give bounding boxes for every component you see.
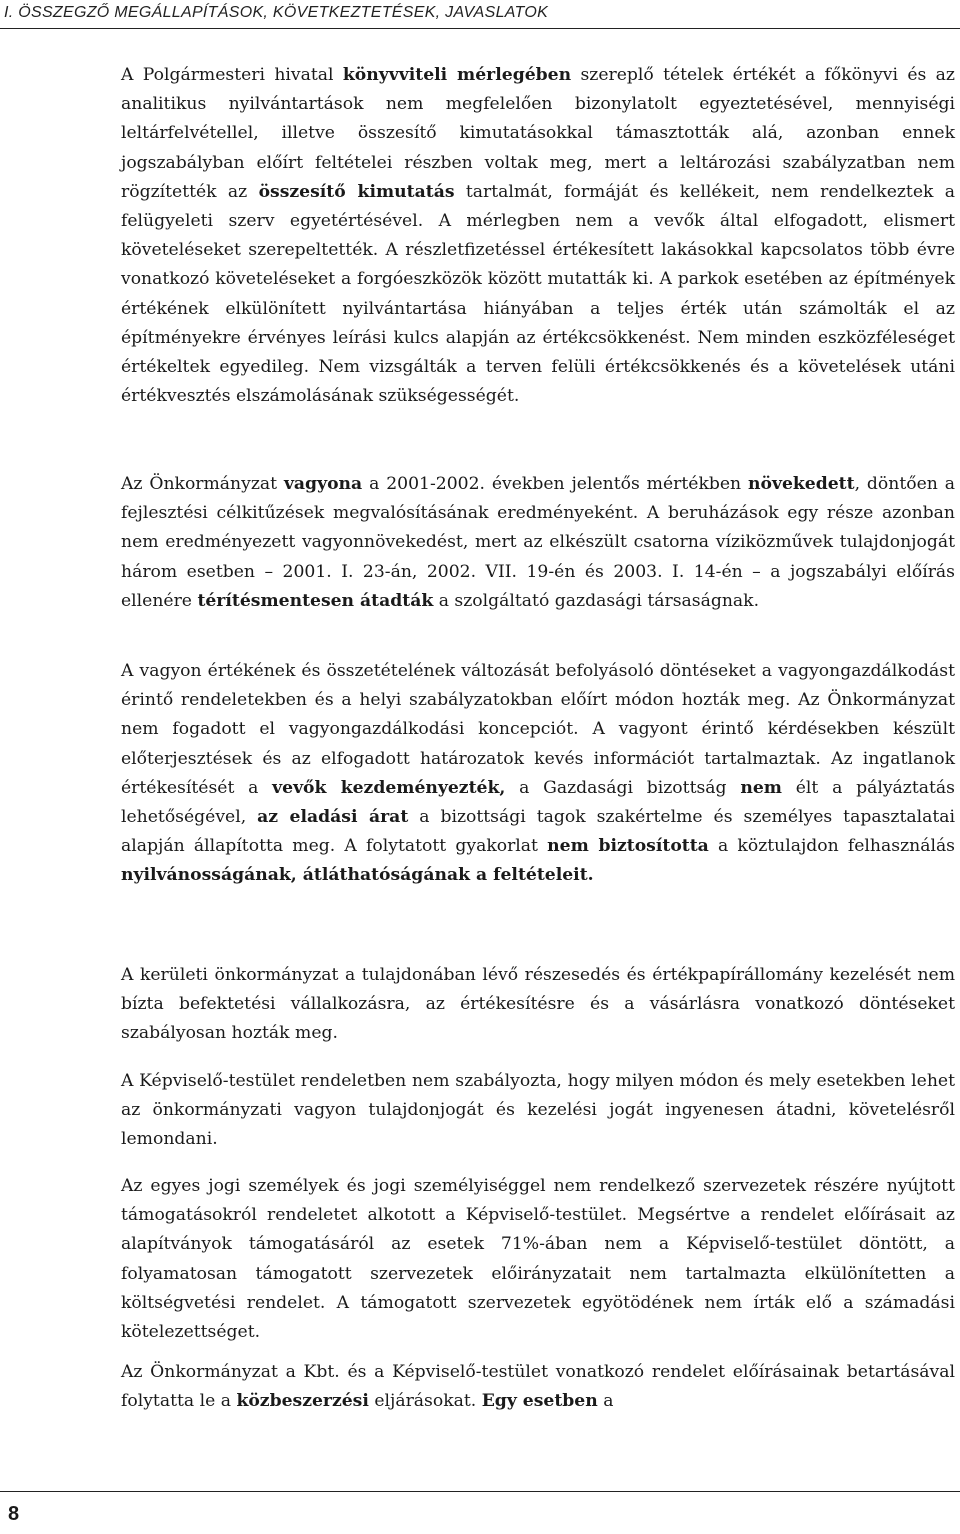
text-run: Az Önkormányzat a Kbt. és a Képviselő-testület vonatkozó rendelet előírásainak betartásával folytatta le a [121, 1362, 955, 1412]
text-run: a köztulajdon felhasználás [708, 836, 956, 857]
bold-text: összesítő kimutatás [258, 181, 455, 202]
bold-text: az eladási árat [257, 807, 409, 828]
bold-text: közbeszerzési [236, 1391, 369, 1412]
text-run: , döntően a fejlesztési célkitűzések megvalósításának eredményeként. A beruházások egy része azonban nem eredményezett vagyonnövekedést, mert az elkészült csatorna víziközművek tulajdonjogát három esetben – 2001. I. 23-án, 2002. VII. 19-én és 2003. I. 14-én – a jogszabályi előírás ellenére [121, 474, 955, 611]
bold-text: térítésmentesen átadták [197, 590, 434, 611]
text-run: a szolgáltató gazdasági társaságnak. [433, 590, 760, 611]
chapter-title: I. ÖSSZEGZŐ MEGÁLLAPÍTÁSOK, KÖVETKEZTETÉSEK, JAVASLATOK [4, 4, 549, 21]
text-run: a [597, 1391, 614, 1412]
text-run: eljárásokat. [368, 1391, 482, 1412]
text-run: A kerületi önkormányzat a tulajdonában lévő részesedés és értékpapírállomány kezelését nem bízta befektetési vállalkozásra, az értékesítésre és a vásárlásra vonatkozó döntéseket szabályosan hozták meg. [121, 965, 955, 1044]
paragraph-assets [121, 470, 955, 616]
bold-text: nyilvánosságának, átláthatóságának a feltételeit. [121, 865, 594, 886]
footer-divider [0, 1491, 960, 1492]
bold-text: nem biztosította [547, 836, 709, 857]
bold-text: vagyona [283, 474, 363, 494]
text-run: A vagyon értékének és összetételének változását befolyásoló döntéseket a vagyongazdálkodást érintő rendeletekben és a helyi szabályzatokban előírt módon hozták meg. Az Önkormányzat nem fogadott el vagyongazdálkodási koncepciót. A vagyont érintő kérdésekben készült előterjesztések és az elfogadott határozatok kevés információt tartalmaztak. Az ingatlanok értékesítését a [121, 661, 955, 798]
paragraph-securities [121, 961, 955, 1049]
paragraph-procurement [121, 1358, 955, 1416]
text-run: A Polgármesteri hivatal [121, 65, 343, 85]
paragraph-free-transfer [121, 1067, 955, 1155]
page-number: 8 [8, 1503, 20, 1525]
page-header [0, 0, 960, 30]
bold-text: könyvviteli mérlegében [342, 65, 572, 85]
paragraph-accounting [121, 61, 955, 411]
paragraph-asset-decisions [121, 657, 955, 891]
bold-text: vevők kezdeményezték, [272, 777, 506, 798]
text-run: élt a pályáztatás lehetőségével, [121, 777, 955, 828]
text-run: A Képviselő-testület rendeletben nem szabályozta, hogy milyen módon és mely esetekben lehet az önkormányzati vagyon tulajdonjogát és kezelési jogát ingyenesen átadni, követelésről lemondani. [121, 1071, 955, 1150]
text-run: tartalmát, formáját és kellékeit, nem rendelkeztek a felügyeleti szerv egyetértésével. A mérlegben nem a vevők által elfogadott, elismert követeléseket szerepeltették. A részletfizetéssel értékesített lakásokkal kapcsolatos több évre vonatkozó követeléseket a forgóeszközök között mutatták ki. A parkok esetében az építmények értékének elkülönített nyilvántartása hiányában a teljes érték után számolták el az építményekre érvényes leírási kulcs alapján az értékcsökkenést. Nem minden eszközféleséget értékeltek egyedileg. Nem vizsgálták a terven felüli értékcsökkenés és a követelések utáni értékvesztés elszámolásának szükségességét. [121, 181, 955, 407]
bold-text: Egy esetben [481, 1391, 598, 1412]
text-run: a Gazdasági bizottság [505, 777, 741, 798]
text-run: a 2001-2002. években jelentős mértékben [362, 474, 748, 494]
header-divider [0, 28, 960, 29]
text-run: Az egyes jogi személyek és jogi személyiséggel nem rendelkező szervezetek részére nyújtott támogatásokról rendeletet alkotott a Képviselő-testület. Megsértve a rendelet előírásait az alapítványok támogatásáról az esetek 71%-ában nem a Képviselő-testület döntött, a folyamatosan támogatott szervezetek előirányzatait nem tartalmazta elkülönítetten a költségvetési rendelet. A támogatott szervezetek egyötödének nem írták elő a számadási kötelezettséget. [121, 1176, 955, 1343]
text-run: szereplő tételek értékét a főkönyvi és az analitikus nyilvántartások nem megfelelően bizonylatolt egyeztetésével, mennyiségi leltárfelvétellel, illetve összesítő kimutatásokkal támasztották alá, azonban ennek jogszabályban előírt feltételei részben voltak meg, mert a leltározási szabályzatban nem rögzítették az [121, 65, 955, 202]
text-run: Az Önkormányzat [121, 474, 284, 494]
bold-text: növekedett [748, 474, 855, 494]
paragraph-grants [121, 1172, 955, 1347]
text-run: a bizottsági tagok szakértelme és személyes tapasztalatai alapján állapította meg. A folytatott gyakorlat [121, 807, 956, 857]
bold-text: nem [740, 777, 782, 798]
